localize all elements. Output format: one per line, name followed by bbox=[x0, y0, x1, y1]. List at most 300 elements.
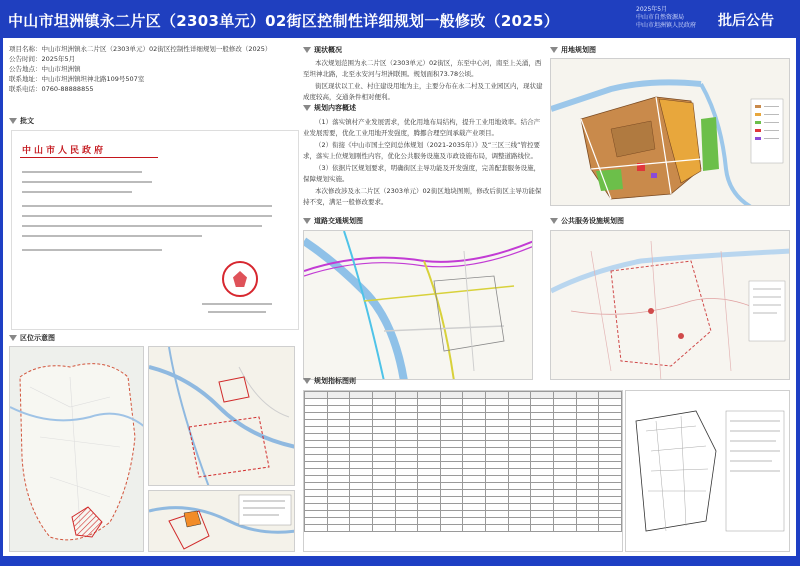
doc-text-line bbox=[22, 235, 202, 237]
table-cell bbox=[440, 399, 463, 406]
table-cell bbox=[350, 525, 373, 532]
table-cell bbox=[440, 413, 463, 420]
section-approval-label: 批文 bbox=[20, 117, 34, 125]
table-cell bbox=[486, 434, 509, 441]
table-cell bbox=[508, 525, 531, 532]
table-cell bbox=[463, 427, 486, 434]
table-cell bbox=[531, 455, 554, 462]
table-cell bbox=[418, 476, 441, 483]
table-cell bbox=[305, 392, 328, 399]
location-map-town[interactable] bbox=[148, 346, 295, 486]
table-row bbox=[305, 497, 622, 504]
section-marker-icon bbox=[303, 47, 311, 53]
issuer-line-2: 中山市坦洲镇人民政府 bbox=[636, 22, 697, 29]
table-cell bbox=[554, 399, 577, 406]
section-status bbox=[303, 45, 342, 55]
section-location bbox=[9, 333, 55, 343]
table-row bbox=[305, 406, 622, 413]
indicator-table[interactable] bbox=[303, 390, 623, 552]
table-cell bbox=[576, 504, 599, 511]
table-cell bbox=[508, 518, 531, 525]
table-cell bbox=[576, 462, 599, 469]
table-cell bbox=[395, 476, 418, 483]
table-cell bbox=[350, 406, 373, 413]
table-cell bbox=[418, 427, 441, 434]
table-cell bbox=[463, 448, 486, 455]
table-cell bbox=[554, 483, 577, 490]
table-row bbox=[305, 413, 622, 420]
contact-phone: 联系电话：0760-88888855 bbox=[9, 85, 94, 93]
table-cell bbox=[463, 469, 486, 476]
table-cell bbox=[599, 469, 622, 476]
table-cell bbox=[372, 413, 395, 420]
table-cell bbox=[327, 518, 350, 525]
table-cell bbox=[486, 406, 509, 413]
indicator-grid bbox=[304, 391, 622, 532]
table-cell bbox=[554, 497, 577, 504]
content-panel bbox=[3, 38, 796, 556]
table-row bbox=[305, 427, 622, 434]
table-cell bbox=[554, 441, 577, 448]
table-cell bbox=[599, 392, 622, 399]
table-cell bbox=[350, 455, 373, 462]
table-cell bbox=[531, 420, 554, 427]
table-cell bbox=[508, 483, 531, 490]
table-cell bbox=[440, 420, 463, 427]
table-cell bbox=[418, 462, 441, 469]
table-cell bbox=[486, 462, 509, 469]
doc-text-line bbox=[22, 225, 262, 227]
official-seal-icon bbox=[222, 261, 258, 297]
town-map-graphic bbox=[149, 347, 295, 486]
landuse-map[interactable] bbox=[550, 58, 790, 206]
table-cell bbox=[395, 469, 418, 476]
table-cell bbox=[554, 476, 577, 483]
announce-time: 公告时间：2025年5月 bbox=[9, 55, 76, 63]
table-cell bbox=[327, 490, 350, 497]
table-cell bbox=[418, 455, 441, 462]
table-cell bbox=[395, 441, 418, 448]
table-cell bbox=[372, 392, 395, 399]
table-cell bbox=[350, 504, 373, 511]
table-cell bbox=[508, 413, 531, 420]
table-cell bbox=[531, 434, 554, 441]
table-cell bbox=[327, 392, 350, 399]
table-row bbox=[305, 490, 622, 497]
table-cell bbox=[440, 511, 463, 518]
table-row bbox=[305, 434, 622, 441]
table-cell bbox=[576, 469, 599, 476]
table-cell bbox=[508, 392, 531, 399]
table-cell bbox=[305, 406, 328, 413]
section-marker-icon bbox=[303, 378, 311, 384]
table-cell bbox=[372, 469, 395, 476]
header-bar bbox=[0, 0, 800, 38]
table-cell bbox=[599, 420, 622, 427]
table-cell bbox=[508, 441, 531, 448]
table-cell bbox=[305, 483, 328, 490]
table-cell bbox=[440, 469, 463, 476]
table-cell bbox=[327, 525, 350, 532]
table-cell bbox=[554, 420, 577, 427]
table-cell bbox=[463, 455, 486, 462]
table-cell bbox=[576, 434, 599, 441]
table-cell bbox=[576, 413, 599, 420]
table-cell bbox=[508, 455, 531, 462]
table-cell bbox=[327, 469, 350, 476]
table-cell bbox=[395, 399, 418, 406]
table-cell bbox=[554, 455, 577, 462]
table-cell bbox=[486, 525, 509, 532]
table-cell bbox=[554, 406, 577, 413]
table-cell bbox=[372, 504, 395, 511]
table-cell bbox=[531, 399, 554, 406]
table-cell bbox=[531, 427, 554, 434]
table-cell bbox=[372, 434, 395, 441]
table-cell bbox=[463, 518, 486, 525]
table-cell bbox=[463, 420, 486, 427]
road-map[interactable] bbox=[303, 230, 533, 380]
table-cell bbox=[305, 427, 328, 434]
table-cell bbox=[599, 441, 622, 448]
table-cell bbox=[531, 413, 554, 420]
table-row bbox=[305, 483, 622, 490]
table-cell bbox=[531, 441, 554, 448]
table-cell bbox=[395, 434, 418, 441]
table-cell bbox=[418, 497, 441, 504]
table-cell bbox=[395, 525, 418, 532]
table-cell bbox=[531, 504, 554, 511]
page-title: 中山市坦洲镇永二片区（2303单元）02街区控制性详细规划一般修改（2025） bbox=[8, 12, 560, 30]
table-cell bbox=[576, 490, 599, 497]
table-cell bbox=[305, 518, 328, 525]
section-content bbox=[303, 103, 356, 113]
table-cell bbox=[372, 476, 395, 483]
table-cell bbox=[554, 518, 577, 525]
table-cell bbox=[463, 497, 486, 504]
table-cell bbox=[327, 434, 350, 441]
table-cell bbox=[463, 392, 486, 399]
approval-document[interactable] bbox=[11, 130, 299, 330]
table-cell bbox=[372, 525, 395, 532]
table-cell bbox=[327, 448, 350, 455]
table-cell bbox=[350, 511, 373, 518]
table-cell bbox=[440, 406, 463, 413]
table-cell bbox=[599, 427, 622, 434]
table-cell bbox=[327, 406, 350, 413]
announce-site: 公告地点：中山市坦洲镇 bbox=[9, 65, 81, 73]
table-cell bbox=[486, 420, 509, 427]
table-cell bbox=[372, 448, 395, 455]
table-cell bbox=[463, 441, 486, 448]
table-cell bbox=[508, 476, 531, 483]
table-cell bbox=[599, 525, 622, 532]
doc-text-line bbox=[22, 249, 162, 251]
table-cell bbox=[372, 399, 395, 406]
table-cell bbox=[440, 434, 463, 441]
table-cell bbox=[395, 420, 418, 427]
table-cell bbox=[418, 420, 441, 427]
table-cell bbox=[508, 504, 531, 511]
table-row bbox=[305, 504, 622, 511]
location-map-site[interactable] bbox=[148, 490, 295, 552]
table-cell bbox=[486, 490, 509, 497]
table-cell bbox=[554, 511, 577, 518]
table-cell bbox=[305, 448, 328, 455]
table-cell bbox=[418, 392, 441, 399]
table-cell bbox=[576, 427, 599, 434]
table-cell bbox=[531, 511, 554, 518]
table-cell bbox=[531, 469, 554, 476]
table-cell bbox=[531, 462, 554, 469]
project-name: 项目名称：中山市坦洲镇永二片区（2303单元）02街区控制性详细规划一般修改（2025） bbox=[9, 45, 272, 53]
section-marker-icon bbox=[550, 47, 558, 53]
content-paragraph: （3）依据片区规划要求，明确街区主导功能及开发强度，完善配套服务设施，保障规划实施。 bbox=[303, 164, 541, 183]
footer-bar bbox=[0, 556, 800, 566]
table-cell bbox=[599, 518, 622, 525]
table-cell bbox=[372, 497, 395, 504]
table-cell bbox=[463, 490, 486, 497]
table-cell bbox=[508, 427, 531, 434]
section-landuse bbox=[550, 45, 596, 55]
table-cell bbox=[599, 511, 622, 518]
table-cell bbox=[599, 476, 622, 483]
table-cell bbox=[486, 518, 509, 525]
table-cell bbox=[305, 413, 328, 420]
table-cell bbox=[440, 476, 463, 483]
table-cell bbox=[418, 434, 441, 441]
table-row bbox=[305, 392, 622, 399]
section-public-label: 公共服务设施规划图 bbox=[561, 217, 624, 225]
landuse-map-graphic bbox=[551, 59, 790, 206]
table-cell bbox=[305, 504, 328, 511]
table-cell bbox=[395, 455, 418, 462]
table-cell bbox=[576, 448, 599, 455]
project-info bbox=[9, 44, 299, 94]
table-cell bbox=[350, 392, 373, 399]
table-cell bbox=[508, 406, 531, 413]
section-marker-icon bbox=[303, 105, 311, 111]
table-cell bbox=[576, 392, 599, 399]
table-cell bbox=[440, 455, 463, 462]
table-cell bbox=[508, 469, 531, 476]
table-cell bbox=[418, 469, 441, 476]
section-approval bbox=[9, 116, 34, 126]
table-cell bbox=[305, 434, 328, 441]
table-cell bbox=[395, 497, 418, 504]
table-cell bbox=[576, 483, 599, 490]
table-cell bbox=[395, 504, 418, 511]
table-cell bbox=[576, 441, 599, 448]
table-cell bbox=[395, 518, 418, 525]
table-cell bbox=[463, 413, 486, 420]
table-cell bbox=[305, 441, 328, 448]
table-cell bbox=[508, 448, 531, 455]
table-cell bbox=[508, 420, 531, 427]
doc-text-line bbox=[22, 181, 152, 183]
announcement-badge: 批后公告 bbox=[718, 13, 774, 29]
table-cell bbox=[327, 462, 350, 469]
table-cell bbox=[327, 413, 350, 420]
table-cell bbox=[554, 469, 577, 476]
table-cell bbox=[531, 448, 554, 455]
section-location-label: 区位示意图 bbox=[20, 334, 55, 342]
table-cell bbox=[418, 483, 441, 490]
table-cell bbox=[508, 434, 531, 441]
table-cell bbox=[350, 462, 373, 469]
table-cell bbox=[486, 455, 509, 462]
table-cell bbox=[327, 497, 350, 504]
table-cell bbox=[372, 420, 395, 427]
table-cell bbox=[440, 441, 463, 448]
table-cell bbox=[599, 497, 622, 504]
table-cell bbox=[486, 413, 509, 420]
table-cell bbox=[418, 399, 441, 406]
section-public bbox=[550, 216, 624, 226]
table-cell bbox=[531, 392, 554, 399]
doc-text-line bbox=[208, 311, 266, 313]
table-cell bbox=[531, 406, 554, 413]
section-status-label: 现状概况 bbox=[314, 46, 342, 54]
doc-text-line bbox=[22, 171, 142, 173]
table-cell bbox=[486, 448, 509, 455]
table-cell bbox=[350, 483, 373, 490]
content-text bbox=[303, 117, 543, 209]
table-cell bbox=[327, 420, 350, 427]
indicator-map-graphic bbox=[626, 391, 790, 552]
section-marker-icon bbox=[550, 218, 558, 224]
table-cell bbox=[599, 399, 622, 406]
doc-text-line bbox=[22, 215, 272, 217]
table-cell bbox=[508, 490, 531, 497]
content-paragraph: 本次修改涉及永二片区（2303单元）02街区地块图则，修改后街区主导功能保持不变，满足一般修改要求。 bbox=[303, 187, 542, 206]
location-map-city[interactable] bbox=[9, 346, 144, 552]
doc-text-line bbox=[22, 191, 132, 193]
table-cell bbox=[440, 504, 463, 511]
table-cell bbox=[486, 511, 509, 518]
table-cell bbox=[350, 399, 373, 406]
doc-text-line bbox=[22, 205, 272, 207]
table-cell bbox=[327, 504, 350, 511]
table-cell bbox=[463, 476, 486, 483]
table-cell bbox=[395, 511, 418, 518]
table-cell bbox=[418, 490, 441, 497]
table-cell bbox=[327, 511, 350, 518]
table-cell bbox=[327, 427, 350, 434]
table-cell bbox=[395, 448, 418, 455]
table-cell bbox=[576, 455, 599, 462]
table-cell bbox=[463, 462, 486, 469]
table-cell bbox=[463, 504, 486, 511]
section-content-label: 规划内容概述 bbox=[314, 104, 356, 112]
status-paragraph: 街区现状以工业、村庄建设用地为主，主要分布在永二村及工业园区内，现状建成度较高，交通条件相对便利。 bbox=[303, 82, 543, 101]
table-cell bbox=[350, 441, 373, 448]
table-cell bbox=[599, 504, 622, 511]
table-row bbox=[305, 525, 622, 532]
table-cell bbox=[372, 490, 395, 497]
table-cell bbox=[463, 483, 486, 490]
table-cell bbox=[486, 504, 509, 511]
table-cell bbox=[327, 483, 350, 490]
table-cell bbox=[531, 525, 554, 532]
table-cell bbox=[395, 490, 418, 497]
table-cell bbox=[576, 420, 599, 427]
table-cell bbox=[327, 399, 350, 406]
table-cell bbox=[350, 427, 373, 434]
table-cell bbox=[486, 392, 509, 399]
table-cell bbox=[350, 476, 373, 483]
table-cell bbox=[395, 483, 418, 490]
table-cell bbox=[305, 455, 328, 462]
table-cell bbox=[599, 406, 622, 413]
table-cell bbox=[350, 518, 373, 525]
table-cell bbox=[305, 497, 328, 504]
public-map-graphic bbox=[551, 231, 790, 380]
table-cell bbox=[372, 441, 395, 448]
table-cell bbox=[440, 497, 463, 504]
section-landuse-label: 用地规划图 bbox=[561, 46, 596, 54]
table-cell bbox=[418, 504, 441, 511]
table-cell bbox=[576, 518, 599, 525]
table-cell bbox=[486, 441, 509, 448]
table-row bbox=[305, 420, 622, 427]
table-cell bbox=[554, 427, 577, 434]
table-cell bbox=[372, 518, 395, 525]
table-cell bbox=[305, 476, 328, 483]
table-cell bbox=[440, 525, 463, 532]
table-cell bbox=[531, 518, 554, 525]
table-cell bbox=[576, 406, 599, 413]
doc-text-line bbox=[202, 303, 272, 305]
issuer-block bbox=[636, 6, 696, 30]
table-cell bbox=[508, 462, 531, 469]
table-cell bbox=[531, 476, 554, 483]
table-cell bbox=[599, 462, 622, 469]
table-row bbox=[305, 511, 622, 518]
table-row bbox=[305, 441, 622, 448]
table-cell bbox=[576, 399, 599, 406]
section-marker-icon bbox=[9, 118, 17, 124]
table-cell bbox=[305, 490, 328, 497]
section-marker-icon bbox=[9, 335, 17, 341]
public-service-map[interactable] bbox=[550, 230, 790, 380]
table-cell bbox=[531, 483, 554, 490]
table-cell bbox=[395, 462, 418, 469]
table-cell bbox=[418, 511, 441, 518]
table-cell bbox=[554, 392, 577, 399]
table-cell bbox=[418, 413, 441, 420]
indicator-map[interactable] bbox=[625, 390, 790, 552]
table-row bbox=[305, 518, 622, 525]
table-cell bbox=[599, 490, 622, 497]
table-cell bbox=[486, 476, 509, 483]
table-cell bbox=[531, 497, 554, 504]
content-paragraph: （1）落实镇村产业发展需求，优化用地布局结构，提升工业用地效率。结合产业发展需要，优化工业用地开发强度，腾挪合理空间承载产业项目。 bbox=[303, 118, 541, 137]
table-cell bbox=[372, 511, 395, 518]
section-indicator bbox=[303, 376, 356, 386]
table-cell bbox=[463, 406, 486, 413]
table-cell bbox=[531, 490, 554, 497]
section-road bbox=[303, 216, 363, 226]
site-map-graphic bbox=[149, 491, 295, 552]
status-paragraph: 本次规划范围为永二片区（2303单元）02街区，东至中心河，南至上关涌，西至坦神北路，北至永安河与坦洲联围。规划面积73.78公顷。 bbox=[303, 59, 542, 78]
table-cell bbox=[554, 504, 577, 511]
table-cell bbox=[372, 406, 395, 413]
table-cell bbox=[463, 511, 486, 518]
table-cell bbox=[554, 525, 577, 532]
table-cell bbox=[395, 413, 418, 420]
table-cell bbox=[305, 462, 328, 469]
